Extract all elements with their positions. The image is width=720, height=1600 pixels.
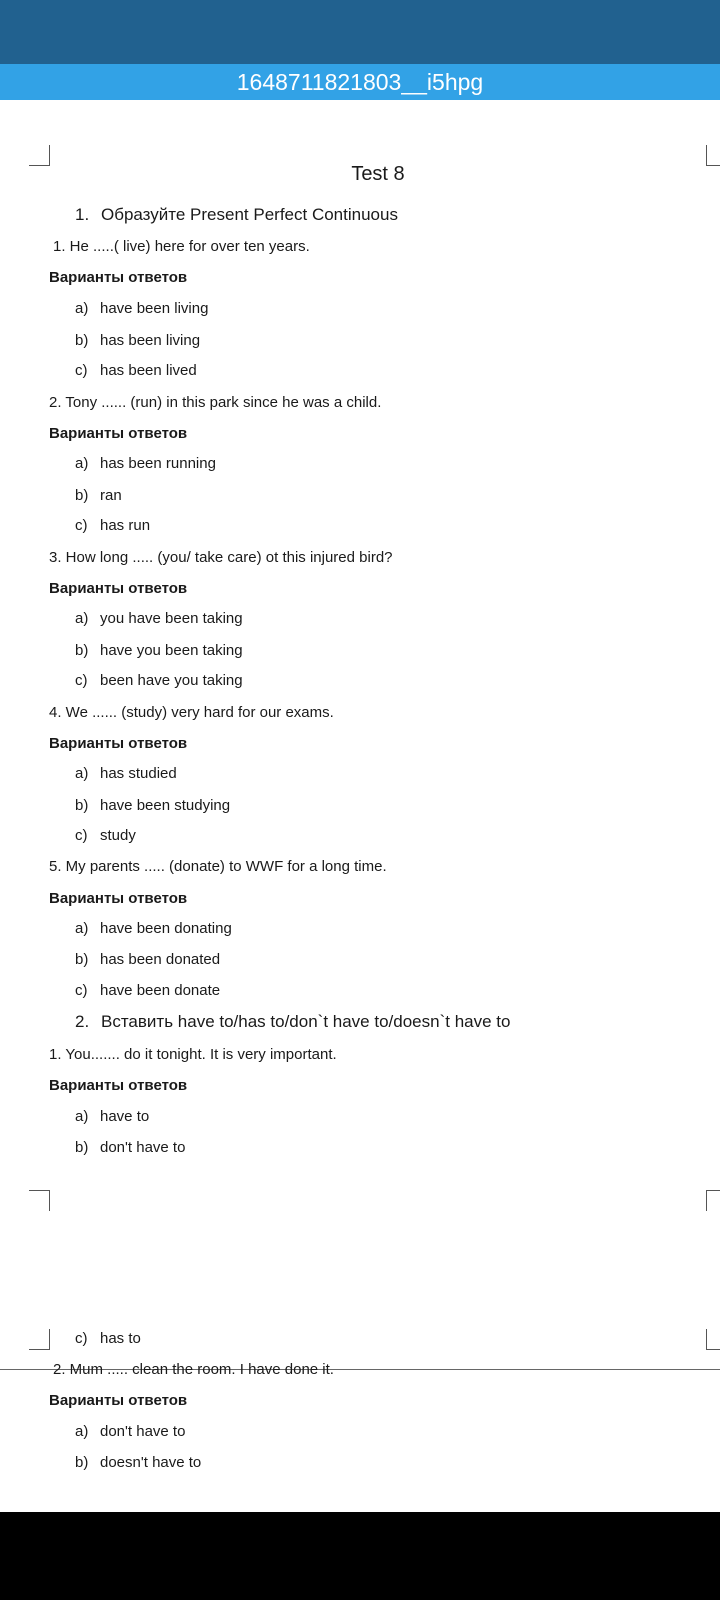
answer-option[interactable] — [75, 1108, 149, 1125]
answer-option[interactable] — [75, 642, 243, 659]
answer-variants-label: Варианты ответов — [49, 580, 188, 597]
answer-variants-label: Варианты ответов — [49, 1392, 188, 1409]
answer-option[interactable] — [75, 610, 243, 627]
option-text: ran — [100, 487, 122, 504]
option-letter: c) — [75, 982, 88, 999]
section-2-heading — [75, 1012, 510, 1032]
answer-variants-label: Варианты ответов — [49, 425, 188, 442]
answer-option[interactable] — [75, 487, 122, 504]
option-letter: c) — [75, 1330, 88, 1347]
file-title: 1648711821803__i5hpg — [236, 68, 484, 95]
question-text: 3. How long ..... (you/ take care) ot this injured bird? — [49, 549, 393, 566]
option-text: has been living — [100, 332, 201, 349]
option-text: been have you taking — [100, 672, 243, 689]
section-1-heading — [75, 205, 398, 225]
navigation-bar — [0, 1512, 720, 1600]
option-text: have been donating — [100, 920, 232, 937]
question-text: 5. My parents ..... (donate) to WWF for a long time. — [49, 858, 387, 875]
option-letter: c) — [75, 827, 88, 844]
answer-option[interactable] — [75, 982, 220, 999]
option-text: has to — [100, 1330, 141, 1347]
option-letter: a) — [75, 1423, 89, 1440]
answer-variants-label: Варианты ответов — [49, 890, 188, 907]
option-letter: b) — [75, 797, 89, 814]
option-letter: c) — [75, 672, 88, 689]
option-text: has been lived — [100, 362, 197, 379]
option-letter: b) — [75, 1454, 89, 1471]
option-letter: c) — [75, 517, 88, 534]
answer-option[interactable] — [75, 797, 230, 814]
document-title: Test 8 — [351, 163, 405, 185]
answer-variants-label: Варианты ответов — [49, 735, 188, 752]
answer-option[interactable] — [75, 455, 216, 472]
page-corner-mark — [29, 1190, 50, 1211]
option-text: doesn't have to — [100, 1454, 202, 1471]
section-heading-text: Образуйте Present Perfect Continuous — [101, 205, 398, 224]
option-text: has been running — [100, 455, 216, 472]
status-bar — [0, 0, 720, 64]
option-text: don't have to — [100, 1423, 186, 1440]
answer-option[interactable] — [75, 332, 200, 349]
option-text: don't have to — [100, 1139, 186, 1156]
option-letter: a) — [75, 610, 89, 627]
option-text: have been donate — [100, 982, 221, 999]
option-letter: b) — [75, 951, 89, 968]
option-text: have been studying — [100, 797, 231, 814]
option-letter: b) — [75, 332, 89, 349]
section-number: 1. — [75, 205, 90, 224]
answer-option[interactable] — [75, 1423, 185, 1440]
answer-variants-label: Варианты ответов — [49, 269, 188, 286]
answer-variants-label: Варианты ответов — [49, 1077, 188, 1094]
option-text: has run — [100, 517, 151, 534]
section-number: 2. — [75, 1012, 90, 1031]
option-text: have been living — [100, 300, 209, 317]
option-letter: b) — [75, 1139, 89, 1156]
option-text: study — [100, 827, 136, 844]
option-letter: b) — [75, 487, 89, 504]
option-letter: a) — [75, 300, 89, 317]
answer-option[interactable] — [75, 362, 197, 379]
answer-option[interactable] — [75, 1139, 185, 1156]
question-text: 2. Tony ...... (run) in this park since he was a child. — [49, 394, 382, 411]
option-letter: c) — [75, 362, 88, 379]
answer-option[interactable] — [75, 765, 177, 782]
answer-option[interactable] — [75, 1330, 141, 1347]
answer-option[interactable] — [75, 951, 220, 968]
option-letter: a) — [75, 1108, 89, 1125]
question-text: 1. You....... do it tonight. It is very important. — [49, 1046, 337, 1063]
page-corner-mark — [29, 1329, 50, 1350]
option-text: you have been taking — [100, 610, 243, 627]
section-heading-text: Вставить have to/has to/don`t have to/doesn`t have to — [101, 1012, 511, 1031]
option-text: has been donated — [100, 951, 221, 968]
question-text: 2. Mum ..... clean the room. I have done it. — [53, 1361, 334, 1378]
answer-option[interactable] — [75, 1454, 201, 1471]
question-text: 4. We ...... (study) very hard for our exams. — [49, 704, 334, 721]
option-text: have you been taking — [100, 642, 243, 659]
page-corner-mark — [706, 1190, 720, 1211]
document-viewer[interactable] — [0, 100, 720, 1512]
answer-option[interactable] — [75, 517, 150, 534]
option-text: have to — [100, 1108, 150, 1125]
answer-option[interactable] — [75, 300, 208, 317]
answer-option[interactable] — [75, 827, 136, 844]
option-letter: a) — [75, 765, 89, 782]
option-letter: b) — [75, 642, 89, 659]
answer-option[interactable] — [75, 920, 232, 937]
option-letter: a) — [75, 455, 89, 472]
option-text: has studied — [100, 765, 177, 782]
answer-option[interactable] — [75, 672, 243, 689]
page-corner-mark — [706, 1329, 720, 1350]
question-text: 1. He .....( live) here for over ten years. — [53, 238, 310, 255]
file-title-bar — [0, 64, 720, 100]
option-letter: a) — [75, 920, 89, 937]
